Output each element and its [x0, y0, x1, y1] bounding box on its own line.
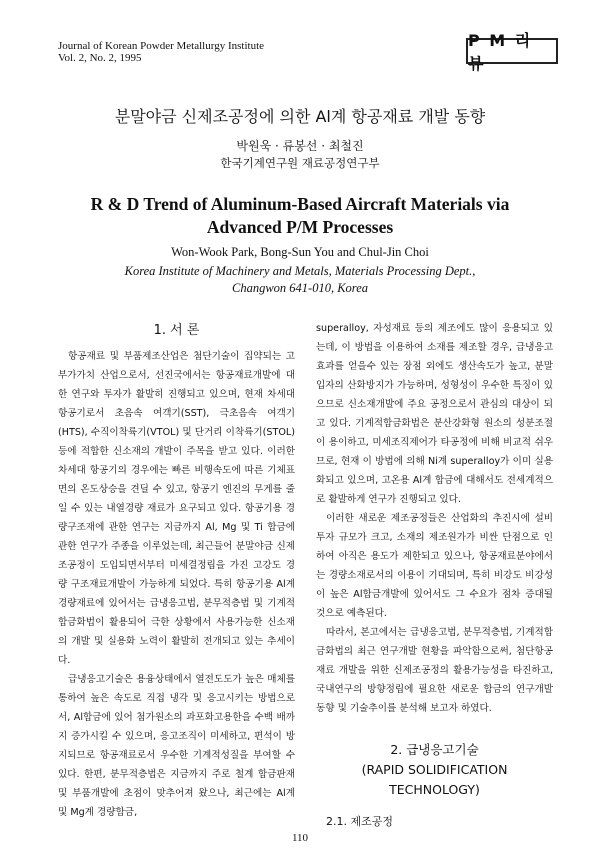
journal-volume: Vol. 2, No. 2, 1995 — [58, 52, 142, 64]
page-number: 110 — [291, 832, 309, 844]
affiliation-english-line1: Korea Institute of Machinery and Metals, Materials Processing Dept., — [124, 264, 476, 278]
section-heading-introduction: 1. 서 론 — [153, 323, 200, 338]
body-paragraph: 따라서, 본고에서는 급냉응고법, 분무적층법, 기계적합금화법의 최근 연구개발 현황을 파악함으로써, 첨단항공재료 개발을 위한 신제조공정의 활용가능성을 타진하고, 국내연구의 방향정립에 필요한 새로운 합금의 연구개발동향 및 기술추이를 분석해 보고자 하였다. — [316, 627, 553, 714]
section-heading-rapid-solidification — [316, 740, 553, 800]
affiliation-korean: 한국기계연구원 재료공정연구부 — [220, 156, 380, 170]
title-english-line2: Advanced P/M Processes — [206, 217, 394, 237]
subsection-heading: 2.1. 제조공정 — [326, 815, 393, 828]
journal-header — [58, 40, 264, 64]
body-paragraph: 이러한 새로운 제조공정들은 산업화의 추진시에 설비투자 규모가 크고, 소재의 제조원가가 비싼 단점으로 인하여 아직은 용도가 제한되고 있으나, 항공재료분야에서는 경량소재로서의 이용이 기대되며, 특히 비강도 비강성이 높은 Al합금개발에 있어서도 그 수요가 점차 증대될 것으로 예측된다. — [316, 513, 553, 619]
section-heading-english: (RAPID SOLIDIFICATION TECHNOLOGY) — [361, 762, 508, 797]
journal-name: Journal of Korean Powder Metallurgy Institute — [58, 40, 265, 52]
body-paragraph: 항공재료 및 부품제조산업은 첨단기술이 집약되는 고부가가치 산업으로서, 선진국에서는 항공재료개발에 대한 연구와 투자가 활발히 진행되고 있으며, 현재 차세대 항공기로서 초음속 여객기(SST), 극초음속 여객기(HTS), 수직이착륙기(VTOL) 및 단거리 이착륙기(STOL) 등에 적합한 신소재의 개발이 주목을 받고 있다. 이러한 차세대 항공기의 경우에는 빠른 비행속도에 따른 기체표면의 온도상승을 견딜 수 있고, 항공기 엔진의 무게를 줄일 수 있는 내열경량 재료가 요구되고 있다. 항공기용 경량구조재에 관한 연구는 지금까지 Al, Mg 및 Ti 합금에 관한 연구가 주종을 이루었는데, 최근들어 분말야금 신제조공정이 도입되면서부터 미세결정립을 가진 고강도 경량 구조재료개발이 가능하게 되었다. 특히 항공기용 Al계 경량재료에 있어서는 급냉응고법, 분무적층법 및 기계적 합금화법이 활용되어 극한 상황에서 사용가능한 신소재의 개발 및 실용화 노력이 활발히 전개되고 있는 추세이다. — [58, 351, 295, 666]
body-paragraph: superalloy, 자성재료 등의 제조에도 많이 응용되고 있는데, 이 방법을 이용하여 소재를 제조할 경우, 급냉응고효과를 얻을수 있는 장점 외에도 생산속도가 높고, 분말입자의 산화방지가 가능하며, 성형성이 우수한 특징이 있으므로 신소재개발에 주요 공정으로서 관심의 대상이 되고 있다. 기계적합금화법은 분산강화형 원소의 성분조절이 용이하고, 미세조직제어가 타공정에 비해 비교적 쉬우므로, 현재 이 방법에 의해 Ni계 superalloy가 이미 실용화되고 있으며, 고온용 Al계 합금에 대해서도 전세계적으로 활발하게 연구가 진행되고 있다. — [316, 323, 553, 505]
title-english-line1: R & D Trend of Aluminum-Based Aircraft Materials via — [90, 194, 510, 214]
title-korean: 분말야금 신제조공정에 의한 Al계 항공재료 개발 동향 — [114, 107, 486, 126]
right-column — [316, 319, 553, 831]
affiliation-english-line2: Changwon 641-010, Korea — [232, 281, 368, 295]
section-heading-korean: 2. 급냉응고기술 — [390, 742, 479, 757]
affiliation-english — [0, 263, 600, 297]
pm-review-badge: P M 리 뷰 — [466, 38, 558, 64]
body-paragraph: 급냉응고기술은 용융상태에서 열전도도가 높은 매체를 통하여 높은 속도로 직접 냉각 및 응고시키는 방법으로서, Al합금에 있어 첨가원소의 과포화고용한을 수백 배까지 증가시킬 수 있으며, 응고조직이 미세하고, 편석이 방지되므로 항공재료로서 우수한 기계적성질을 부여할 수 있다. 한편, 분무적층법은 지금까지 주로 철계 합금판재 및 부품개발에 초점이 맞추어져 왔으나, 최근에는 Al계 및 Mg계 경량합금, — [58, 674, 295, 818]
left-column — [58, 319, 295, 822]
authors-english: Won-Wook Park, Bong-Sun You and Chul-Jin Choi — [171, 245, 429, 259]
authors-korean: 박원욱 · 류봉선 · 최철진 — [236, 139, 364, 153]
title-english — [0, 193, 600, 239]
